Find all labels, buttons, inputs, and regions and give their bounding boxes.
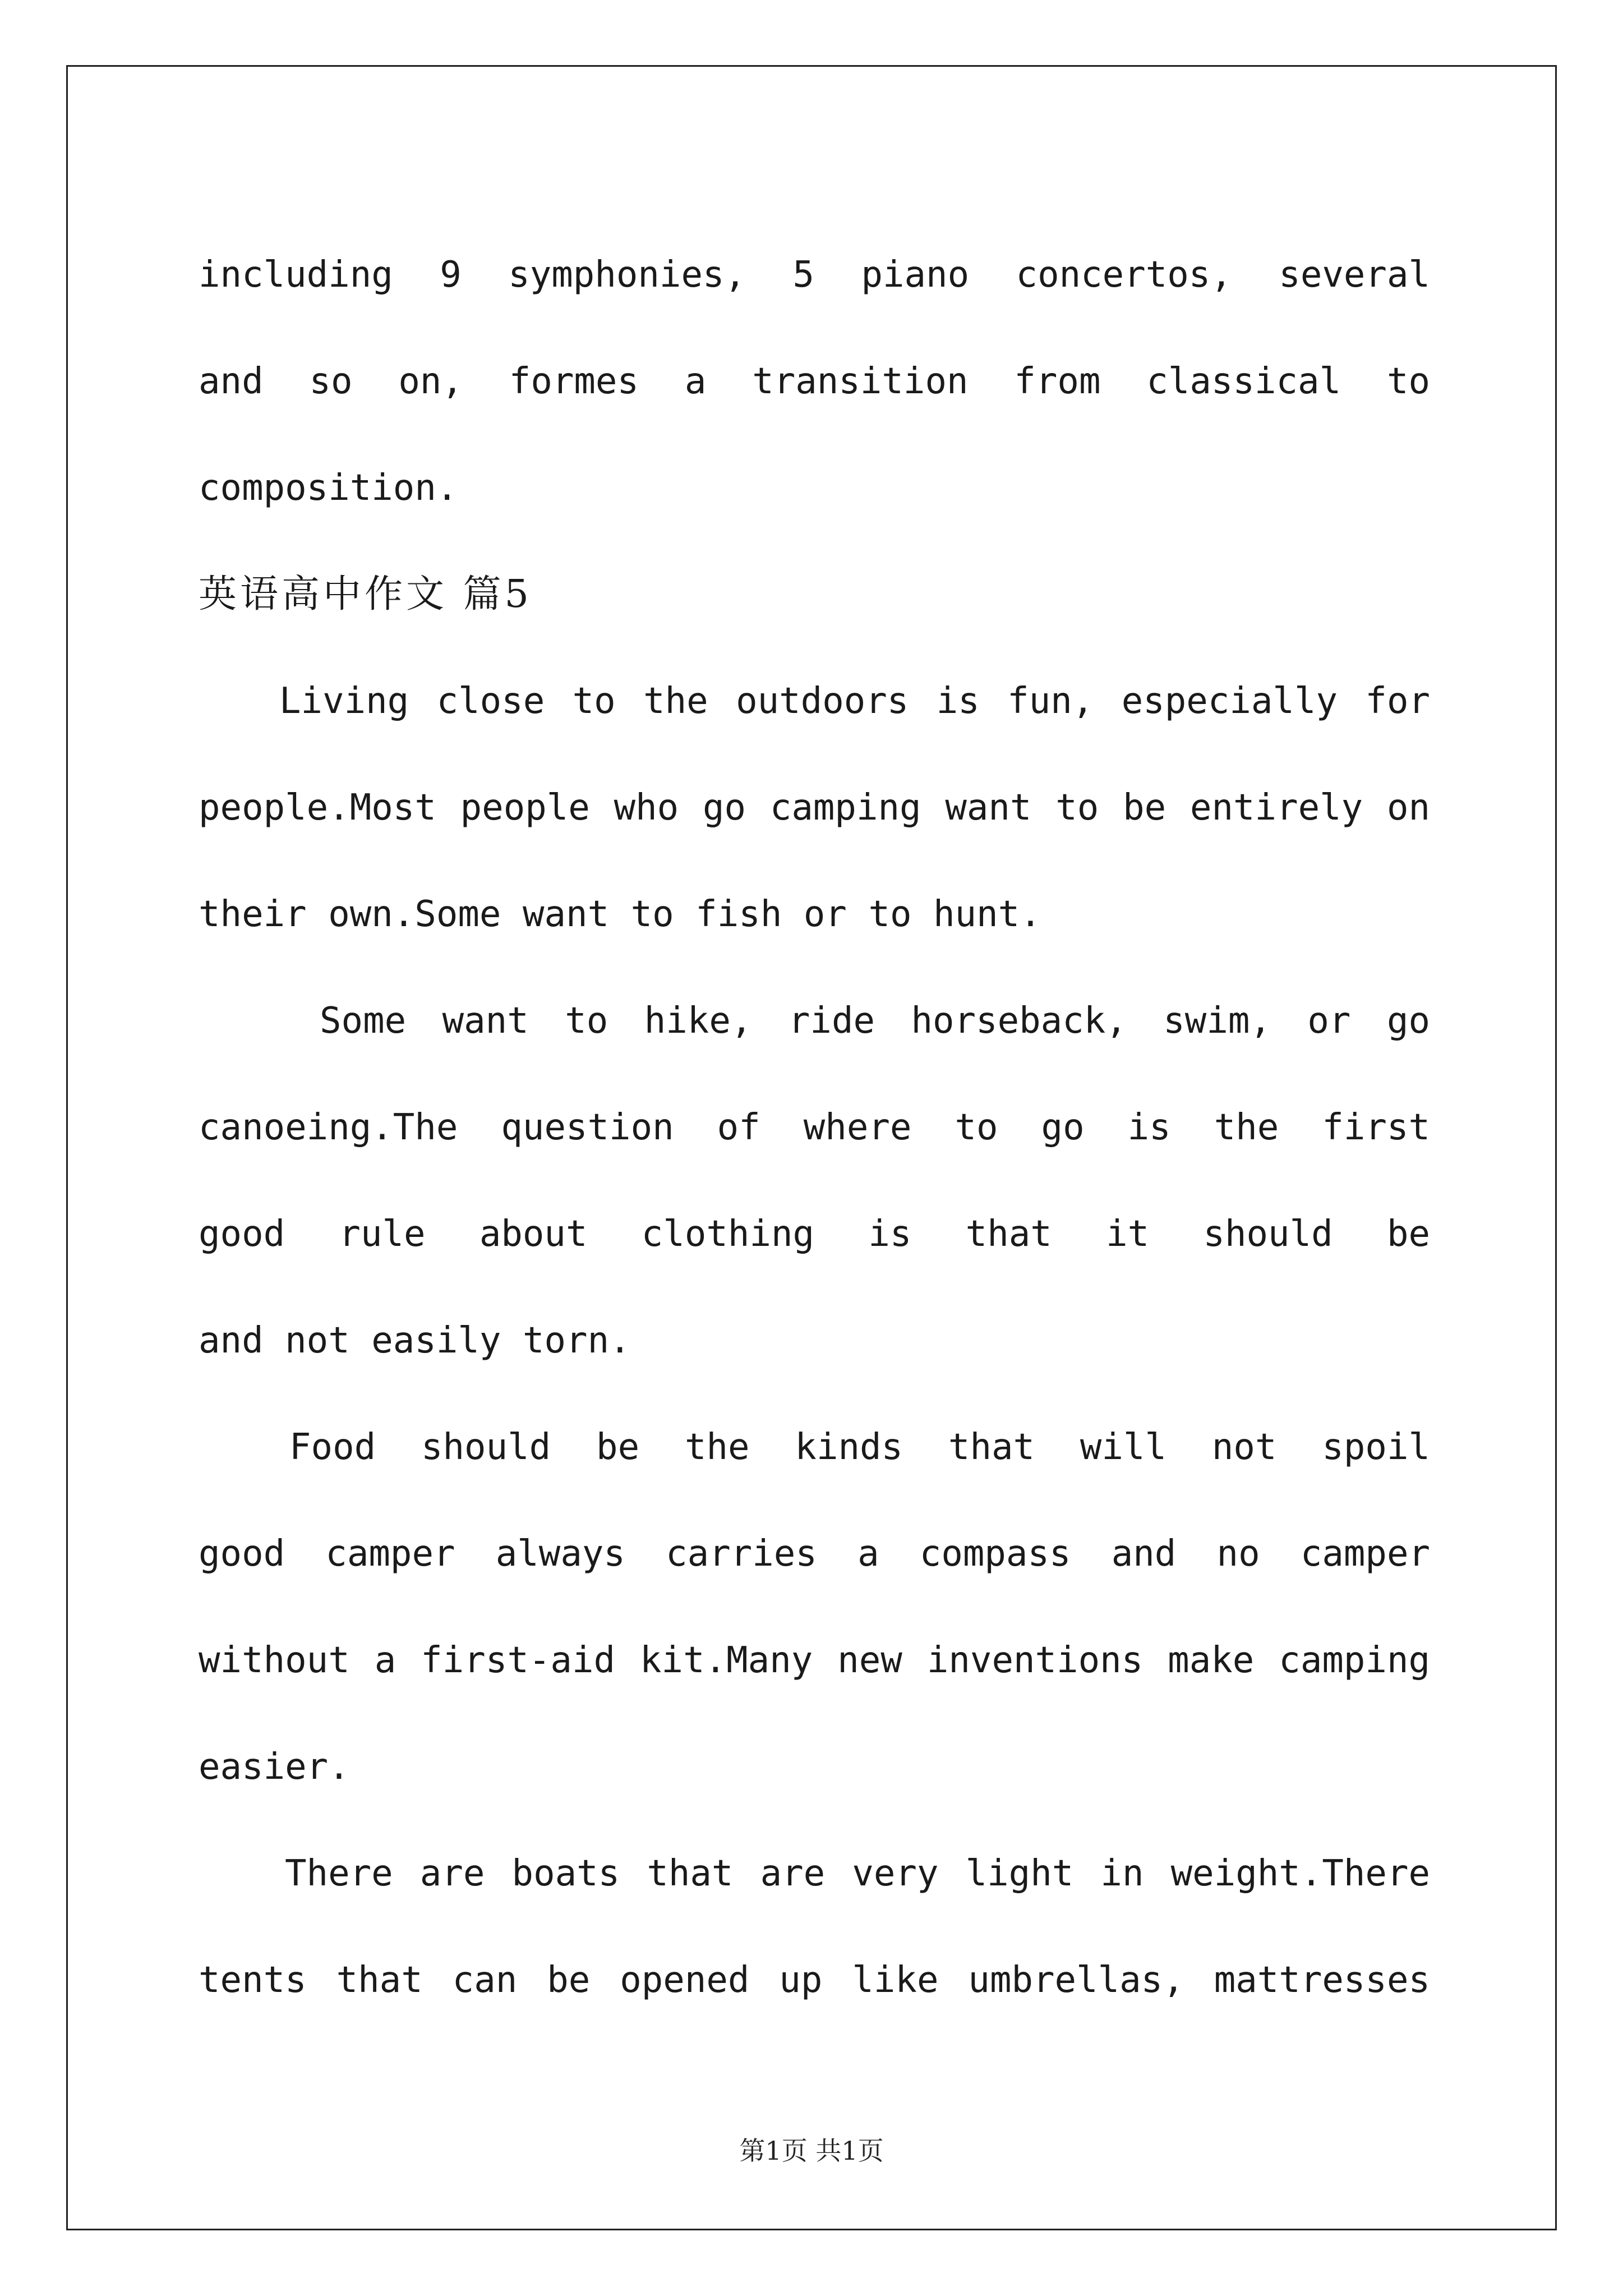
text-line: easier.	[199, 1746, 350, 1788]
text-line: Some want to hike, ride horseback, swim, or go	[320, 1000, 1430, 1042]
text-line: and not easily torn.	[199, 1320, 631, 1361]
text-line: tents that can be opened up like umbrellas, mattresses	[199, 1959, 1430, 2001]
text-line: Food should be the kinds that will not spoil	[289, 1427, 1430, 1468]
document-body	[199, 222, 1430, 2033]
text-line: without a first-aid kit.Many new inventions make camping	[199, 1640, 1430, 1681]
text-line: and so on, formes a transition from classical to	[199, 361, 1430, 402]
text-line: people.Most people who go camping want to be entirely on	[199, 787, 1430, 829]
text-line: good rule about clothing is that it should be	[199, 1213, 1430, 1255]
section-heading: 英语高中作文 篇5	[199, 572, 532, 616]
page-footer: 第1页 共1页	[739, 2136, 884, 2166]
text-line: composition.	[199, 467, 458, 509]
text-line: There are boats that are very light in weight.There	[285, 1853, 1430, 1894]
text-line: Living close to the outdoors is fun, especially for	[279, 680, 1430, 722]
text-line: their own.Some want to fish or to hunt.	[199, 894, 1041, 935]
text-line: including 9 symphonies, 5 piano concertos, several	[199, 254, 1430, 296]
text-line: canoeing.The question of where to go is the first	[199, 1107, 1430, 1148]
text-line: good camper always carries a compass and no camper	[199, 1533, 1430, 1575]
